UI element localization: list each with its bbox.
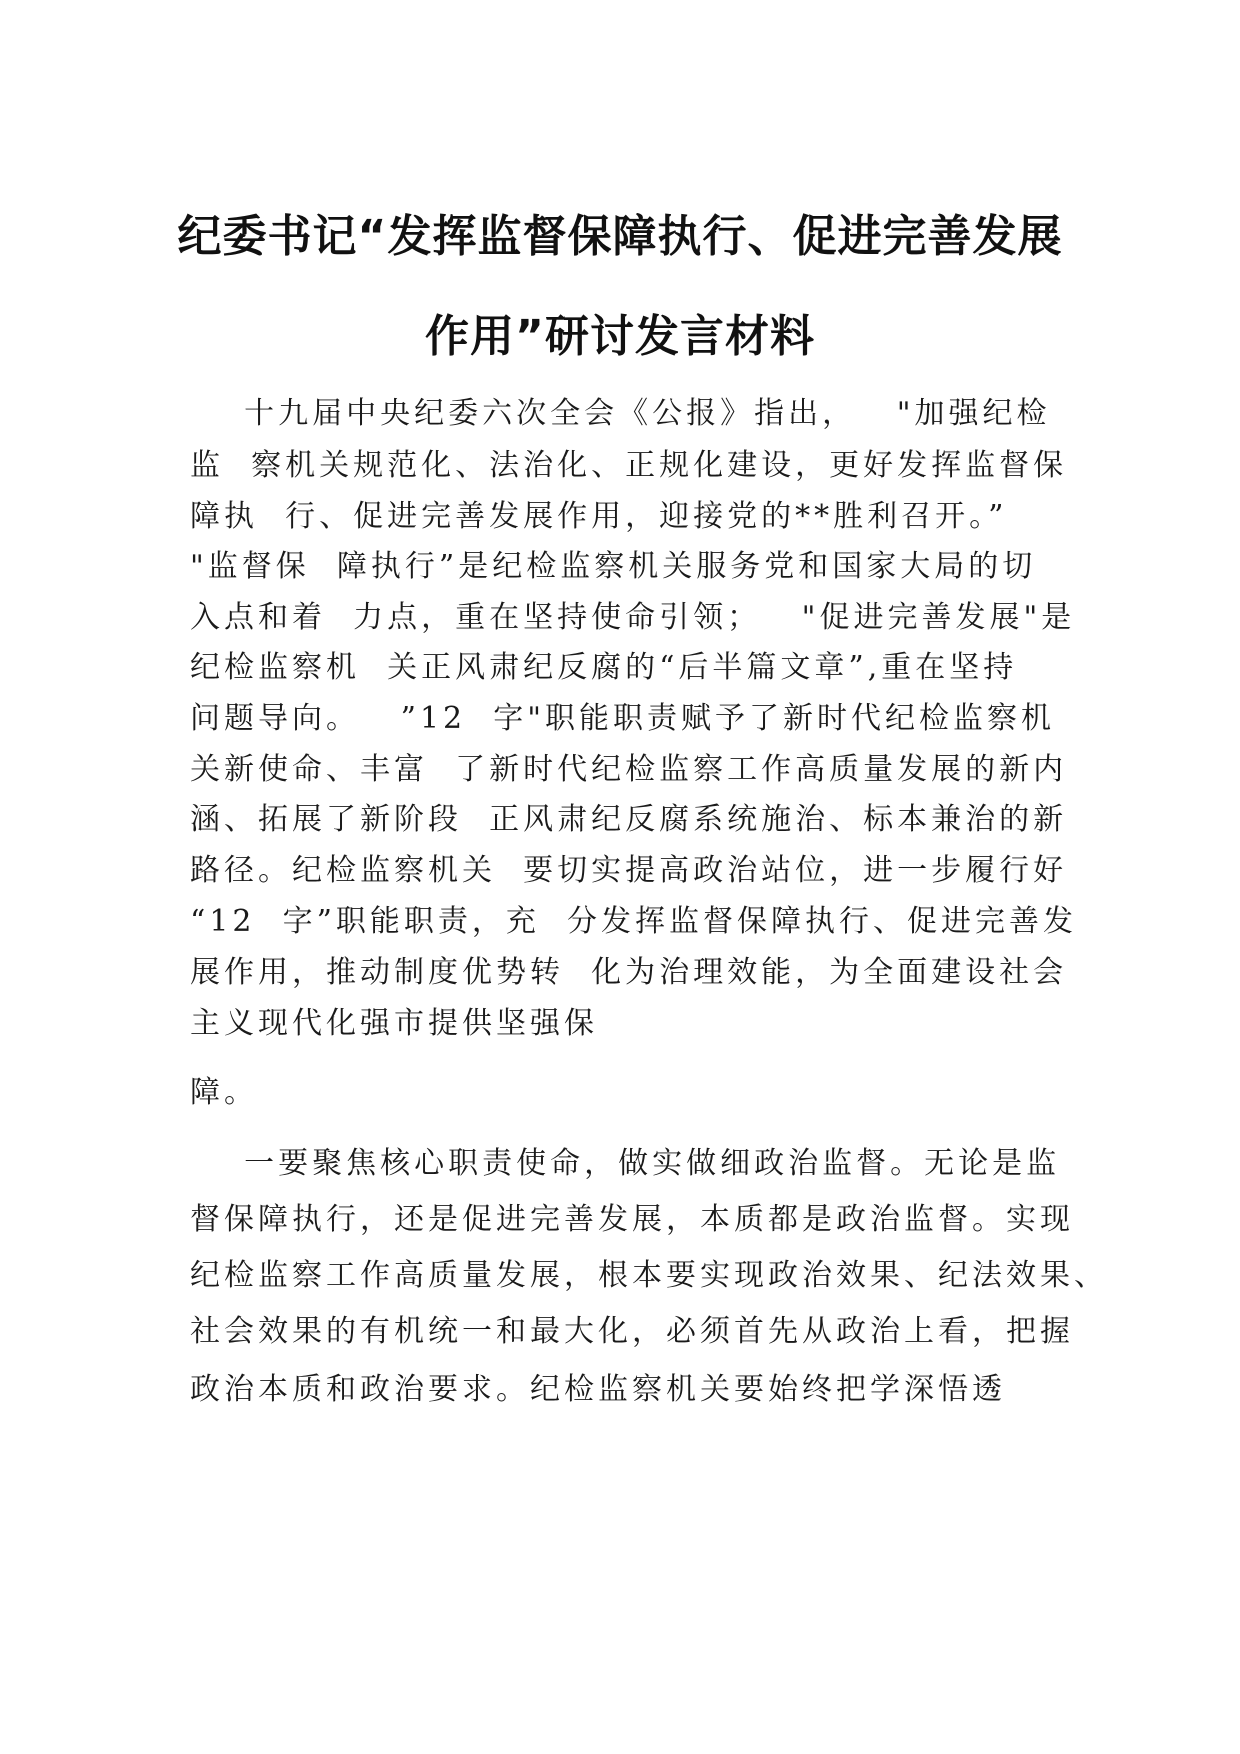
paragraph-1-line: 入点和着 力点，重在坚持使命引领； "促进完善发展"是 <box>190 600 1076 635</box>
paragraph-2-line: 政治本质和政治要求。纪检监察机关要始终把学深悟透 <box>190 1372 1006 1407</box>
paragraph-1-tail: 障。 <box>190 1075 258 1110</box>
paragraph-1-line: “12 字”职能职责，充 分发挥监督保障执行、促进完善发 <box>190 904 1077 939</box>
paragraph-1-line: 主义现代化强市提供坚强保 <box>190 1006 598 1041</box>
paragraph-2-line: 纪检监察工作高质量发展，根本要实现政治效果、纪法效果、 <box>190 1258 1108 1293</box>
paragraph-1-line: 涵、拓展了新阶段 正风肃纪反腐系统施治、标本兼治的新 <box>190 802 1068 837</box>
paragraph-1-line: 十九届中央纪委六次全会《公报》指出， "加强纪检 <box>190 396 1051 431</box>
paragraph-1-line: 展作用，推动制度优势转 化为治理效能，为全面建设社会 <box>190 955 1068 990</box>
paragraph-2-line: 社会效果的有机统一和最大化，必须首先从政治上看，把握 <box>190 1314 1074 1349</box>
paragraph-2-line: 督保障执行，还是促进完善发展，本质都是政治监督。实现 <box>190 1202 1074 1237</box>
paragraph-2-line: 一要聚焦核心职责使命，做实做细政治监督。无论是监 <box>190 1146 1061 1181</box>
paragraph-1-line: 监 察机关规范化、法治化、正规化建设，更好发挥监督保 <box>190 448 1068 483</box>
document-title-line-2: 作用”研讨发言材料 <box>425 311 815 362</box>
paragraph-1-line: 路径。纪检监察机关 要切实提高政治站位，进一步履行好 <box>190 853 1068 888</box>
paragraph-1-line: 纪检监察机 关正风肃纪反腐的“后半篇文章”,重在坚持 <box>190 650 1018 685</box>
paragraph-1-line: 关新使命、丰富 了新时代纪检监察工作高质量发展的新内 <box>190 752 1068 787</box>
paragraph-1-line: 问题导向。 ”12 字"职能职责赋予了新时代纪检监察机 <box>190 701 1055 736</box>
paragraph-1-line: 障执 行、促进完善发展作用，迎接党的**胜利召开。” <box>190 499 1008 534</box>
document-title-line-1: 纪委书记“发挥监督保障执行、促进完善发展 <box>177 211 1063 262</box>
paragraph-1-line: "监督保 障执行”是纪检监察机关服务党和国家大局的切 <box>190 549 1037 584</box>
